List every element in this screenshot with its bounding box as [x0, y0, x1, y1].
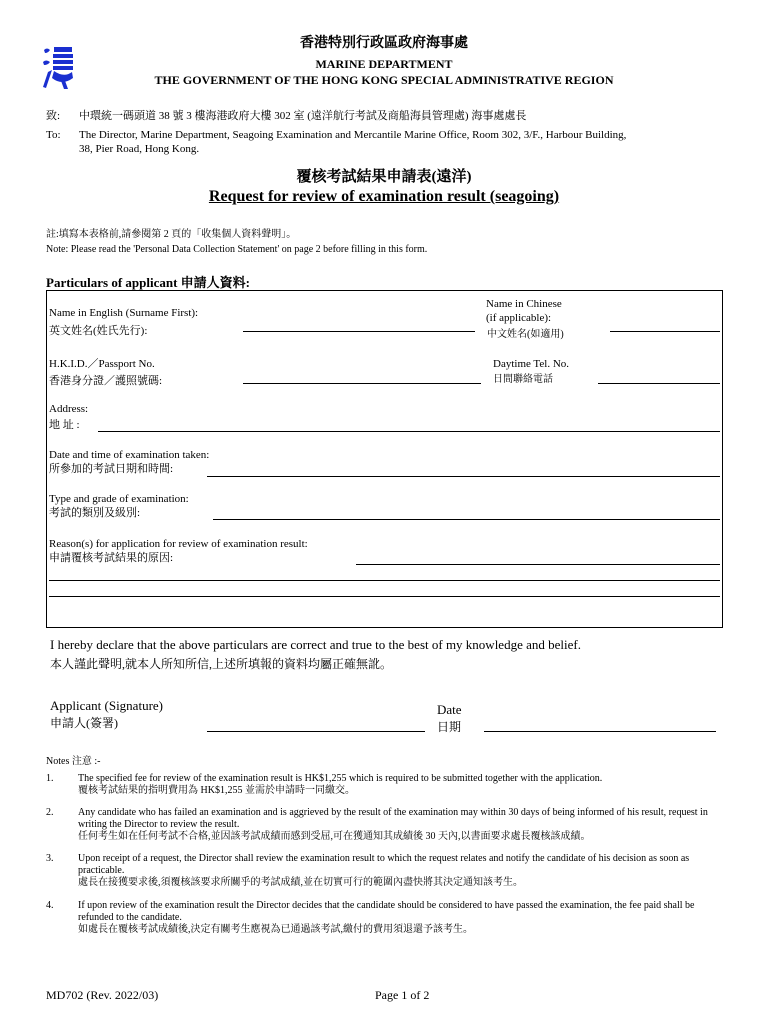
- name-zh-label-2: (if applicable):: [486, 312, 552, 324]
- applicant-signature-label-zh: 申請人(簽署): [50, 716, 118, 730]
- form-title-zh: 覆核考試結果申請表(遠洋): [296, 169, 472, 185]
- to-label-zh: 致:: [46, 110, 61, 122]
- hkid-field[interactable]: [243, 383, 481, 384]
- name-en-label: Name in English (Surname First):: [49, 307, 199, 319]
- name-en-label-zh: 英文姓名(姓氏先行):: [49, 325, 148, 337]
- date-field[interactable]: [484, 731, 716, 732]
- hkid-label: H.K.I.D.／Passport No.: [49, 358, 155, 370]
- declaration-zh: 本人謹此聲明,就本人所知所信,上述所填報的資料均屬正確無訛。: [50, 657, 393, 671]
- notes-heading: Notes 注意 :-: [46, 756, 101, 767]
- note-zh: 註:填寫本表格前,請參閱第 2 頁的「收集個人資料聲明」。: [46, 229, 297, 240]
- reason-label-zh: 申請覆核考試結果的原因:: [49, 552, 174, 564]
- form-title-en: Request for review of examination result (seagoing): [208, 188, 560, 205]
- tel-field[interactable]: [598, 383, 720, 384]
- address-label-zh: 地 址 :: [49, 419, 80, 431]
- name-en-field[interactable]: [243, 331, 475, 332]
- note-text-zh: 任何考生如在任何考試不合格,並因該考試成績而感到受屈,可在獲通知其成績後 30 天內,以書面要求處長覆核該成績。: [78, 831, 591, 842]
- particulars-heading: Particulars of applicant 申請人資料:: [46, 275, 251, 290]
- tel-label-zh: 日間聯絡電話: [493, 374, 553, 385]
- to-address-en-line2: 38, Pier Road, Hong Kong.: [79, 143, 200, 155]
- exam-date-label: Date and time of examination taken:: [49, 449, 210, 461]
- date-label-zh: 日期: [437, 720, 462, 734]
- name-zh-label-zh: 中文姓名(如適用): [487, 329, 564, 340]
- note-number: 4.: [46, 900, 54, 911]
- dept-name-en: MARINE DEPARTMENT: [315, 57, 453, 71]
- reason-field-line2[interactable]: [49, 580, 720, 581]
- applicant-signature-label: Applicant (Signature): [50, 698, 163, 713]
- address-label: Address:: [49, 403, 89, 415]
- declaration-en: I hereby declare that the above particulars are correct and true to the best of my knowledge and belief.: [50, 637, 581, 652]
- note-text-zh: 覆核考試結果的指明費用為 HK$1,255 並需於申請時一同繳交。: [78, 785, 355, 796]
- exam-type-label: Type and grade of examination:: [49, 493, 189, 505]
- hkid-label-zh: 香港身分證／護照號碼:: [49, 375, 163, 387]
- reason-label: Reason(s) for application for review of examination result:: [49, 538, 308, 550]
- reason-field-line1[interactable]: [356, 564, 720, 565]
- government-name-en: THE GOVERNMENT OF THE HONG KONG SPECIAL ADMINISTRATIVE REGION: [154, 73, 614, 87]
- note-en: Note: Please read the 'Personal Data Collection Statement' on page 2 before filling in this form.: [46, 244, 428, 255]
- name-zh-field[interactable]: [610, 331, 720, 332]
- exam-date-label-zh: 所參加的考試日期和時間:: [49, 463, 174, 475]
- note-text-en: If upon review of the examination result the Director decides that the candidate should be considered to have passed the examination, the fee paid shall be refunded to the candidate.: [78, 900, 695, 923]
- signature-field[interactable]: [207, 731, 425, 732]
- tel-label: Daytime Tel. No.: [493, 358, 570, 370]
- to-address-zh: 中環統一碼頭道 38 號 3 樓海港政府大樓 302 室 (遠洋航行考試及商船海員管理處) 海事處處長: [79, 110, 527, 122]
- note-text-en: Upon receipt of a request, the Director shall review the examination result to which the request relates and notify the candidate of his decision as soon as practicable.: [78, 853, 690, 876]
- note-text-zh: 處長在接獲要求後,須覆核該要求所關乎的考試成績,並在切實可行的範圍內盡快將其決定通知該考生。: [78, 877, 523, 888]
- exam-type-label-zh: 考試的類別及級別:: [49, 507, 141, 519]
- to-address-en-line1: The Director, Marine Department, Seagoing Examination and Mercantile Marine Office, Room 302, 3/F., Harbour Building,: [79, 129, 627, 141]
- dept-name-zh: 香港特別行政區政府海事處: [300, 36, 468, 51]
- note-number: 3.: [46, 853, 54, 864]
- reason-field-line3[interactable]: [49, 596, 720, 597]
- form-number: MD702 (Rev. 2022/03): [46, 988, 159, 1002]
- date-label: Date: [437, 702, 462, 717]
- page-number: Page 1 of 2: [375, 988, 430, 1002]
- note-text-en: Any candidate who has failed an examination and is aggrieved by the result of the examination may within 30 days of being informed of his result, request in writing the Director to review the result.: [78, 807, 708, 830]
- note-text-zh: 如處長在覆核考試成績後,決定有關考生應視為已通過該考試,繳付的費用須退還予該考生。: [78, 924, 473, 935]
- exam-date-field[interactable]: [207, 476, 720, 477]
- exam-type-field[interactable]: [213, 519, 720, 520]
- note-number: 1.: [46, 773, 54, 784]
- name-zh-label: Name in Chinese: [486, 298, 562, 310]
- address-field[interactable]: [98, 431, 720, 432]
- note-text-en: The specified fee for review of the examination result is HK$1,255 which is required to be submitted together with the application.: [78, 773, 603, 784]
- to-label-en: To:: [46, 129, 61, 141]
- note-number: 2.: [46, 807, 54, 818]
